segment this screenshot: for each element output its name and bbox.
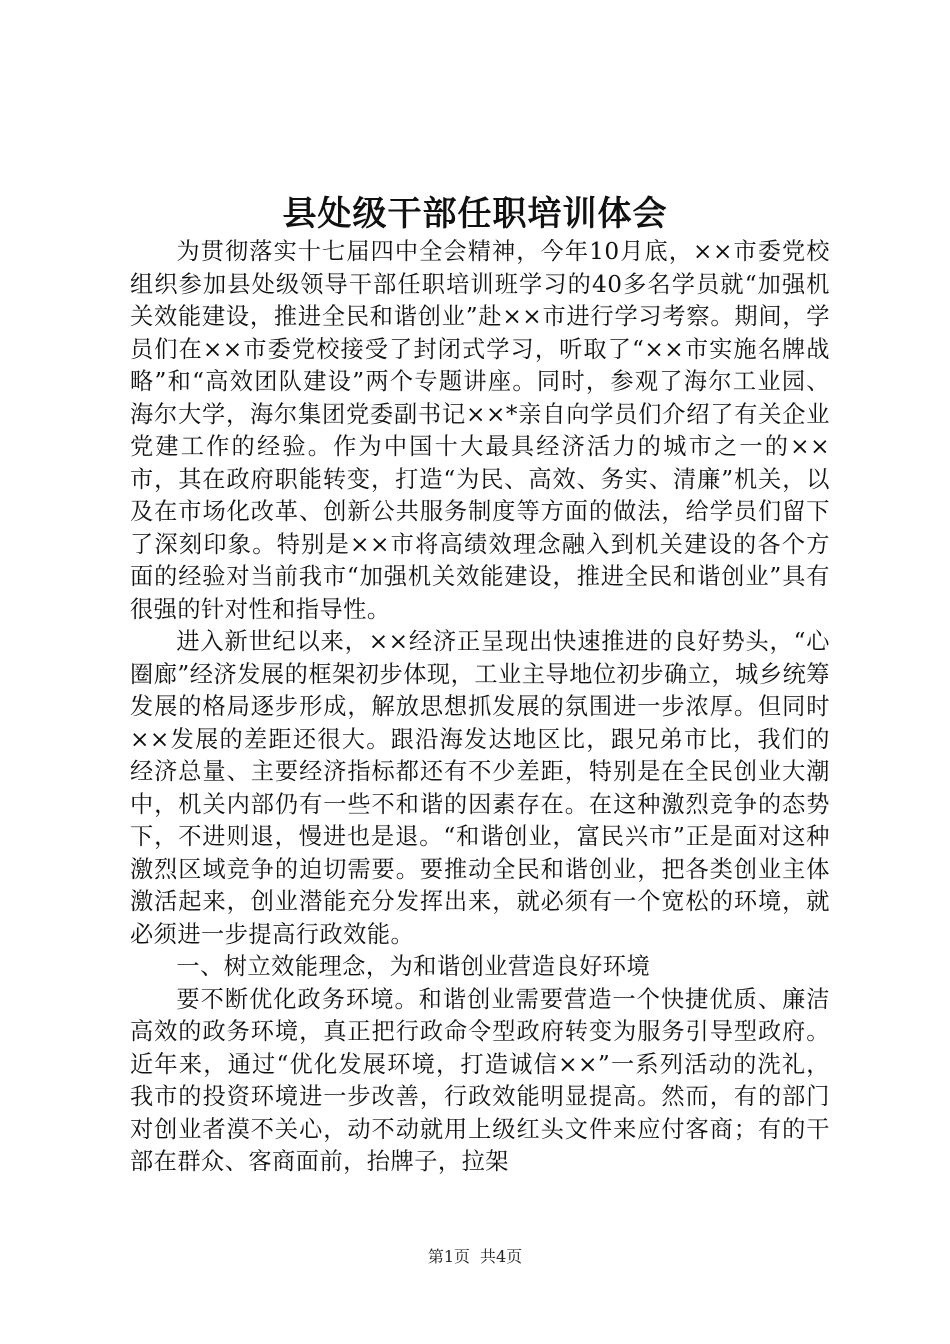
section-heading-1: 一、树立效能理念，为和谐创业营造良好环境 [176,953,651,980]
paragraph-background: 进入新世纪以来，××经济正呈现出快速推进的良好势头，“心圈廊”经济发展的框架初步体现，工业主导地位初步确立，城乡统筹发展的格局逐步形成，解放思想抓发展的氛围进一步浓厚。但同时××发展的差距还很大。跟沿海发达地区比，跟兄弟市比，我们的经济总量、主要经济指标都还有不少差距，特别是在全民创业大潮中，机关内部仍有一些不和谐的因素存在。在这种激烈竞争的态势下，不进则退，慢进也是退。“和谐创业，富民兴市”正是面对这种激烈区域竞争的迫切需要。要推动全民和谐创业，把各类创业主体激活起来，创业潜能充分发挥出来，就必须有一个宽松的环境，就必须进一步提高行政效能。 [130,628,830,948]
document-title: 县处级干部任职培训体会 [282,194,668,234]
paragraph-section-1: 要不断优化政务环境。和谐创业需要营造一个快捷优质、廉洁高效的政务环境，真正把行政命令型政府转变为服务引导型政府。近年来，通过“优化发展环境，打造诚信××”一系列活动的洗礼，我市的投资环境进一步改善，行政效能明显提高。然而，有的部门对创业者漠不关心，动不动就用上级红头文件来应付客商；有的干部在群众、客商面前，抬牌子，拉架 [130,985,830,1175]
page-footer [0,1244,950,1267]
paragraph-intro: 为贯彻落实十七届四中全会精神，今年10月底，××市委党校组织参加县处级领导干部任职培训班学习的40多名学员就“加强机关效能建设，推进全民和谐创业”赴××市进行学习考察。期间，学员们在××市委党校接受了封闭式学习，听取了“××市实施名牌战略”和“高效团队建设”两个专题讲座。同时，参观了海尔工业园、海尔大学，海尔集团党委副书记××*亲自向学员们介绍了有关企业党建工作的经验。作为中国十大最具经济活力的城市之一的××市，其在政府职能转变，打造“为民、高效、务实、清廉”机关，以及在市场化改革、创新公共服务制度等方面的做法，给学员们留下了深刻印象。特别是××市将高绩效理念融入到机关建设的各个方面的经验对当前我市“加强机关效能建设，推进全民和谐创业”具有很强的针对性和指导性。 [130,238,830,623]
document-body [130,236,830,1179]
page-total: 共4页 [480,1247,523,1266]
page-number: 第1页 [427,1247,470,1266]
